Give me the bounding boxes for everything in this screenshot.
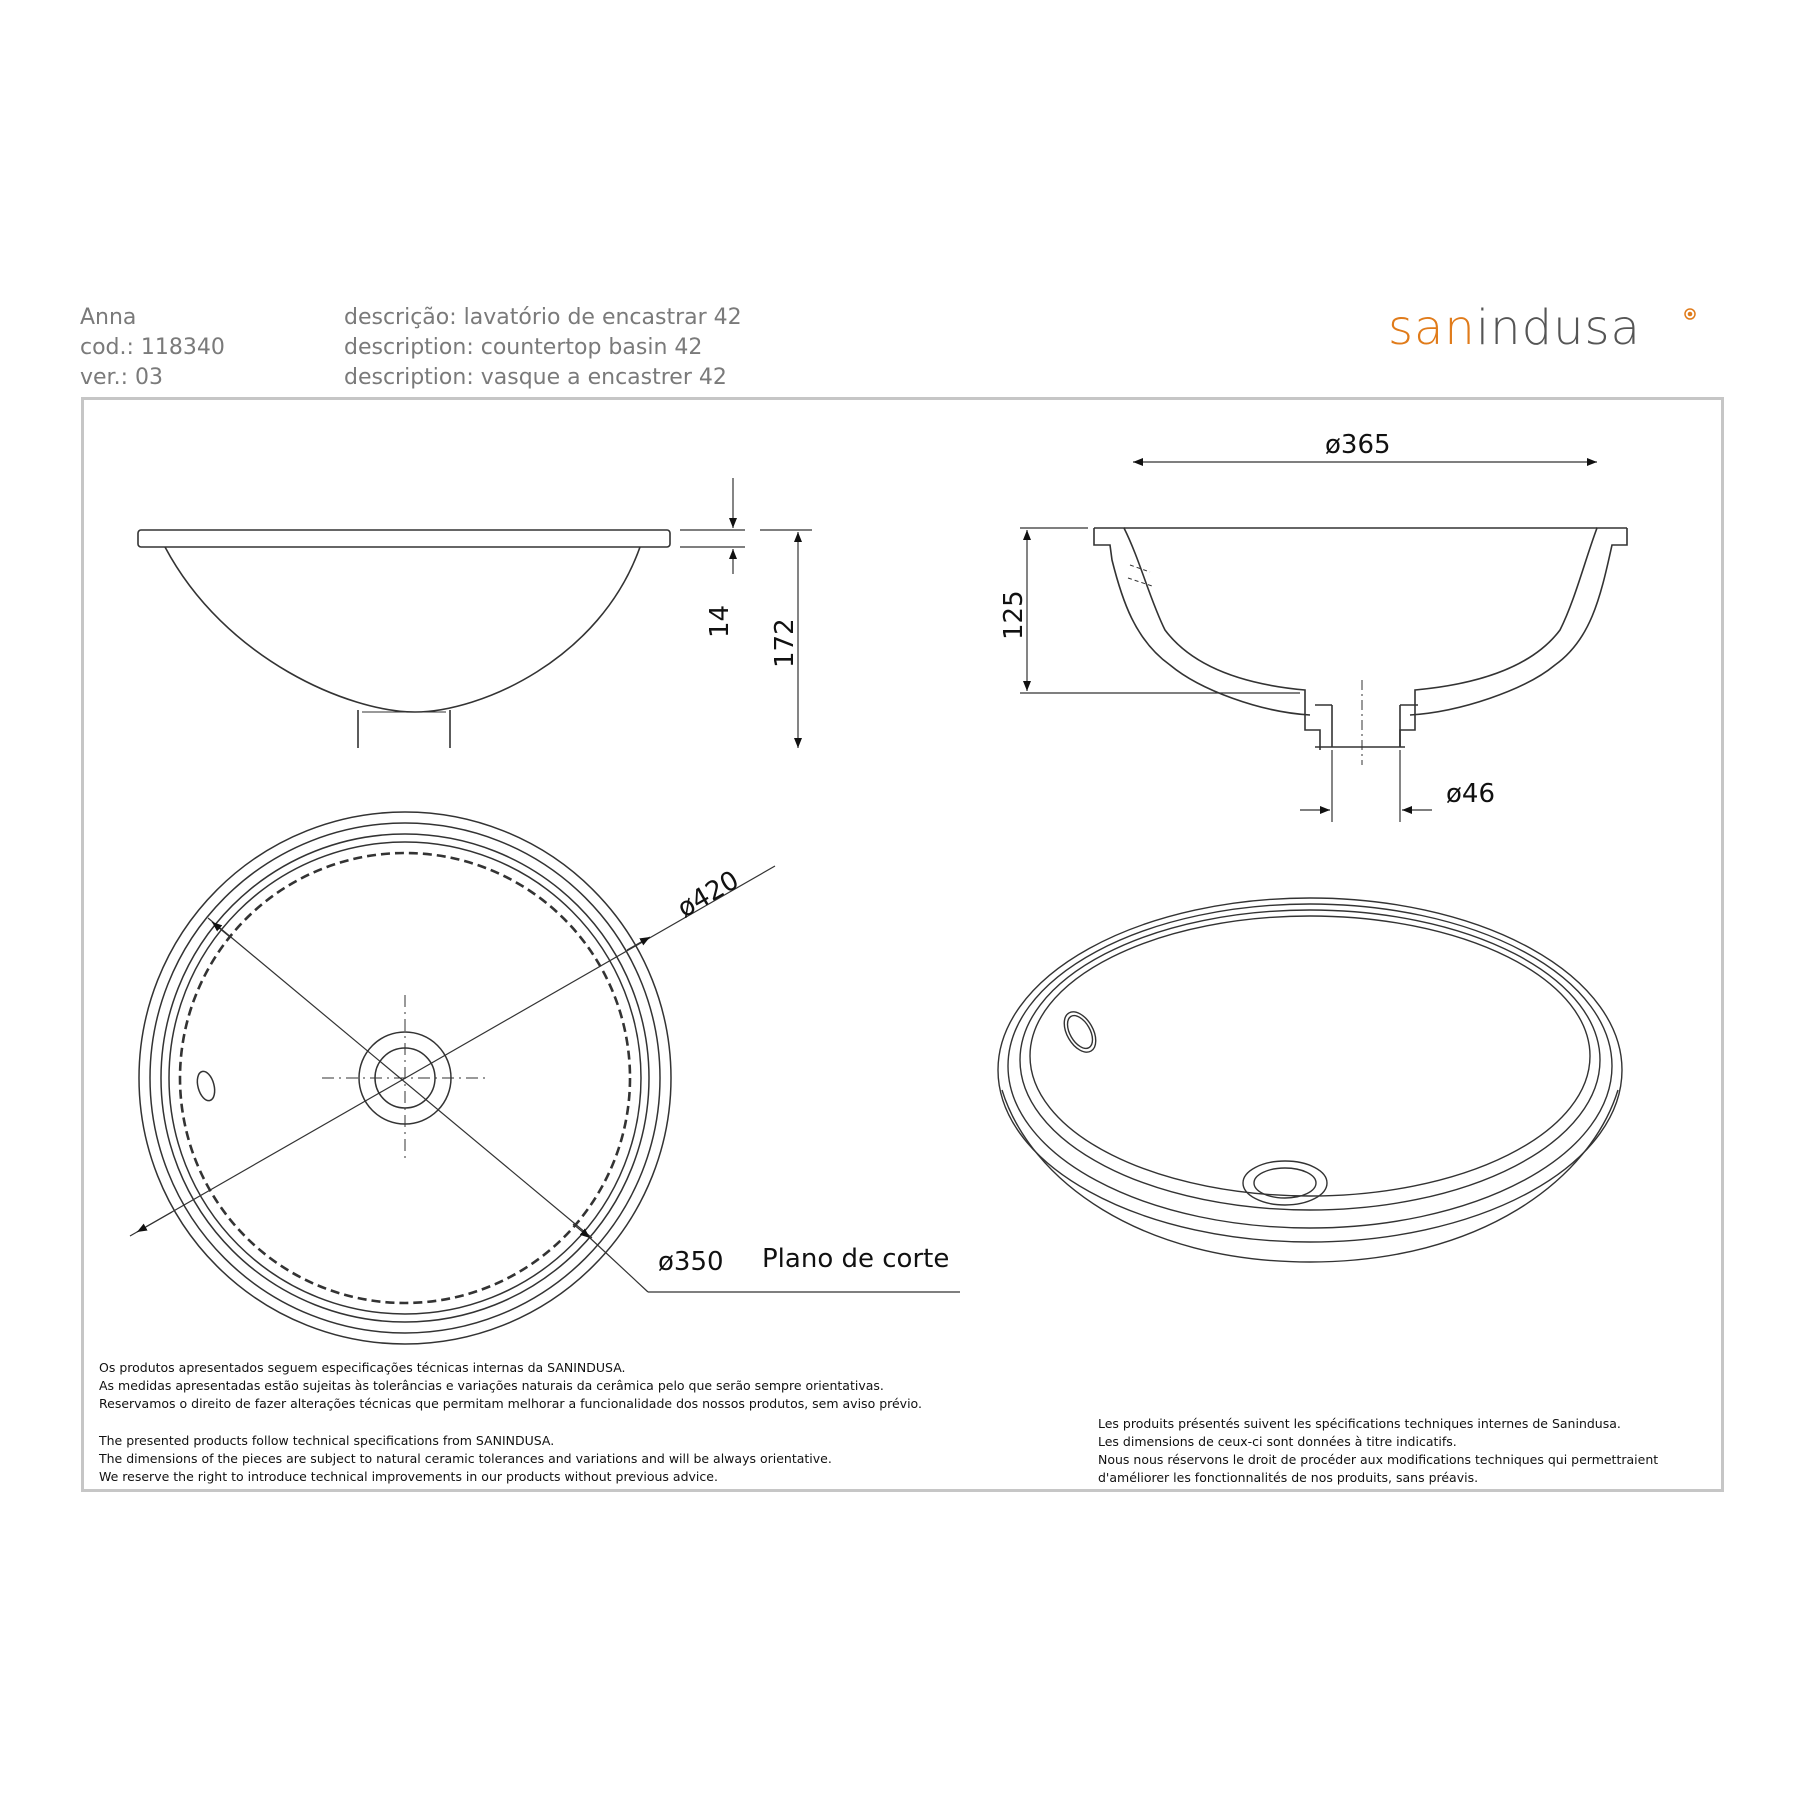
- cut-diameter-label: ø350: [658, 1247, 724, 1277]
- description-pt: descrição: lavatório de encastrar 42: [344, 305, 742, 330]
- note-en-3: We reserve the right to introduce technical improvements in our products without previous advice.: [99, 1469, 718, 1484]
- plan-dimensions: [130, 866, 960, 1292]
- outer-diameter-label: ø420: [672, 865, 745, 925]
- side-dimensions: [680, 478, 812, 748]
- description-en: description: countertop basin 42: [344, 335, 703, 360]
- side-bowl: [165, 547, 640, 712]
- top-width-label: ø365: [1325, 430, 1391, 460]
- product-code: cod.: 118340: [80, 335, 225, 360]
- overflow-hole: [194, 1069, 217, 1102]
- note-en-2: The dimensions of the pieces are subject to natural ceramic tolerances and variations and will be always orientative.: [99, 1451, 832, 1466]
- description-fr: description: vasque a encastrer 42: [344, 365, 727, 390]
- note-fr-3: Nous nous réservons le droit de procéder aux modifications techniques qui permettraient: [1098, 1452, 1659, 1467]
- notes-english: [99, 1432, 832, 1486]
- perspective-view: [998, 898, 1622, 1262]
- section-dimensions: [1020, 462, 1597, 822]
- section-view: [1094, 528, 1627, 765]
- section-left-wall: [1094, 528, 1320, 750]
- notes-french: [1098, 1415, 1658, 1487]
- section-right-wall: [1400, 528, 1627, 747]
- side-rim: [138, 530, 670, 547]
- perspective-outer-rim: [998, 898, 1622, 1242]
- logo-part-indusa: indusa: [1475, 300, 1641, 356]
- note-pt-1: Os produtos apresentados seguem especificações técnicas internas da SANINDUSA.: [99, 1360, 626, 1375]
- logo-part-san: san: [1388, 300, 1476, 356]
- note-pt-2: As medidas apresentadas estão sujeitas às tolerâncias e variações naturais da cerâmica pelo que serão sempre orientativas.: [99, 1378, 884, 1393]
- note-en-1: The presented products follow technical specifications from SANINDUSA.: [99, 1433, 555, 1448]
- total-height-label: 172: [770, 618, 800, 668]
- note-pt-3: Reservamos o direito de fazer alterações técnicas que permitam melhorar a funcionalidade dos nossos produtos, sem aviso prévio.: [99, 1396, 922, 1411]
- rim-thickness-label: 14: [705, 604, 735, 638]
- cut-plane-label: Plano de corte: [762, 1244, 950, 1274]
- bowl-depth-label: 125: [999, 590, 1029, 640]
- perspective-overflow-hole: [1058, 1006, 1103, 1057]
- note-fr-4: d'améliorer les fonctionnalités de nos produits, sans préavis.: [1098, 1470, 1479, 1485]
- product-version: ver.: 03: [80, 365, 163, 390]
- note-fr-1: Les produits présentés suivent les spécifications techniques internes de Sanindusa.: [1098, 1416, 1621, 1431]
- notes-portuguese: [99, 1359, 922, 1413]
- side-view: [138, 530, 670, 748]
- drain-diameter-label: ø46: [1446, 779, 1495, 809]
- note-fr-2: Les dimensions de ceux-ci sont données à titre indicatifs.: [1098, 1434, 1457, 1449]
- product-name: Anna: [80, 305, 137, 330]
